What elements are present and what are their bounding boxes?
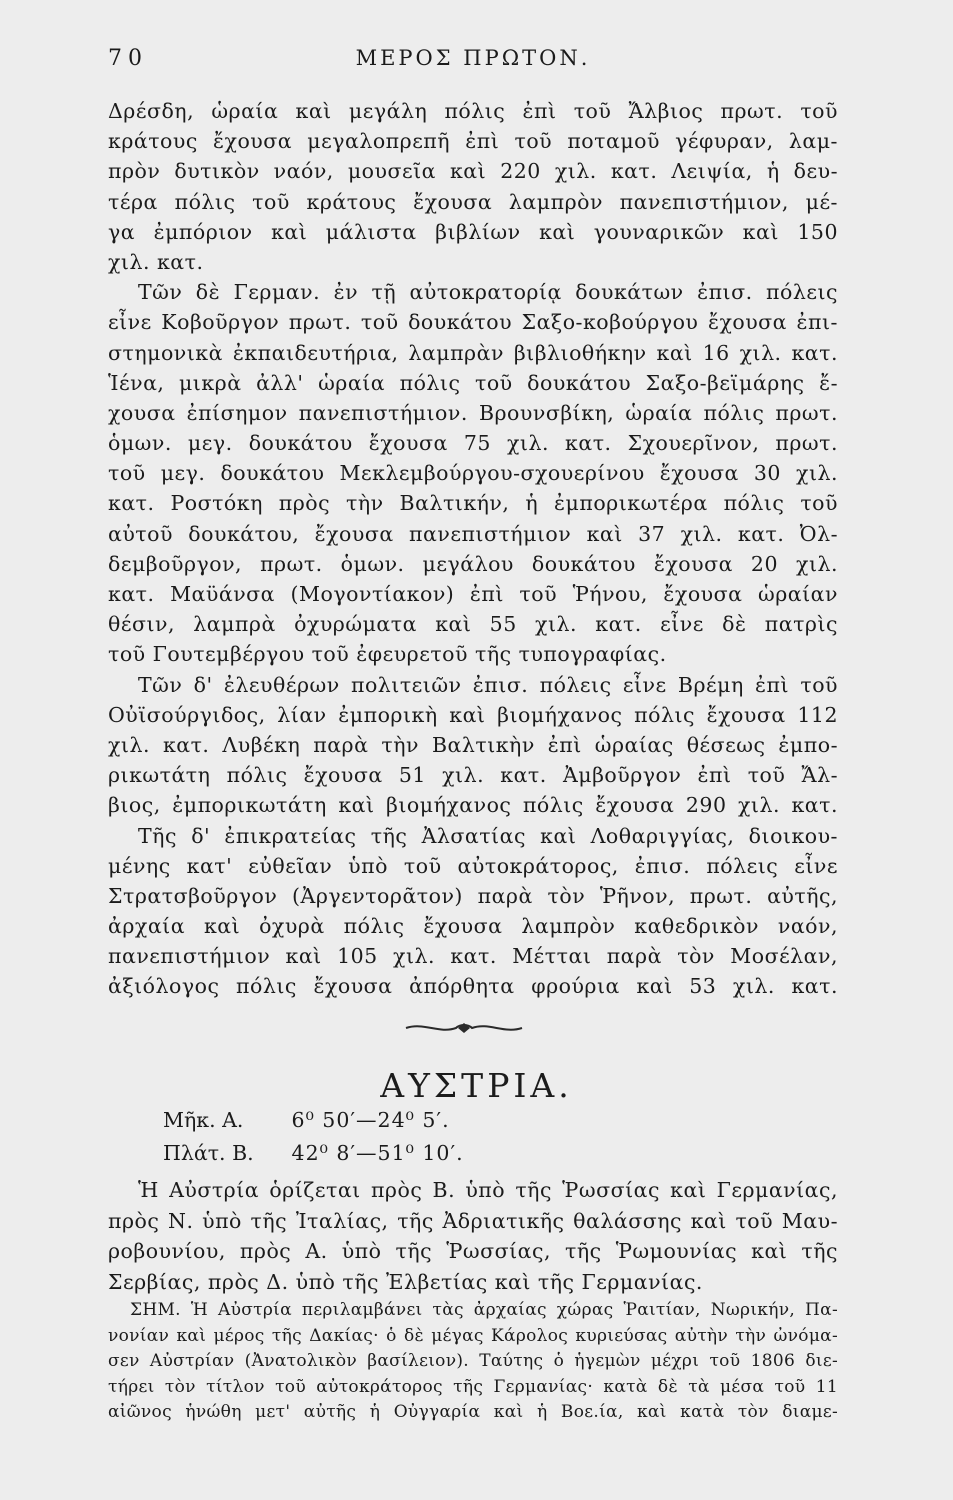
text-line: χιλ. κατ. bbox=[108, 249, 204, 274]
text-line: Τῶν δ' ἐλευθέρων πολιτειῶν ἐπισ. πόλεις εἶνε Βρέμη ἐπὶ τοῦ bbox=[138, 672, 838, 697]
text-line: κράτους ἔχουσα μεγαλοπρεπῆ ἐπὶ τοῦ ποταμοῦ γέφυραν, λαμ- bbox=[108, 129, 838, 154]
coordinates-block bbox=[163, 1104, 663, 1170]
longitude-row bbox=[163, 1104, 663, 1137]
text-line: Στρατσβοῦργον (Ἀργεντορᾶτον) παρὰ τὸν Ῥῆνον, πρωτ. αὐτῆς, bbox=[108, 883, 838, 908]
text-line: χιλ. κατ. Λυβέκη παρὰ τὴν Βαλτικὴν ἐπὶ ὡραίας θέσεως ἐμπο- bbox=[108, 732, 838, 757]
text-line: τοῦ Γουτεμβέργου τοῦ ἐφευρετοῦ τῆς τυπογραφίας. bbox=[108, 642, 667, 667]
text-line: τοῦ μεγ. δουκάτου Μεκλεμβούργου-σχουερίνου ἔχουσα 30 χιλ. bbox=[108, 461, 838, 486]
note-line: νονίαν καὶ μέρος τῆς Δακίας· ὁ δὲ μέγας Κάρολος κυριεύσας αὐτὴν τὴν ὠνόμα- bbox=[108, 1325, 838, 1346]
text-line: Τῶν δὲ Γερμαν. ἐν τῇ αὐτοκρατορίᾳ δουκάτων ἐπισ. πόλεις bbox=[138, 280, 838, 305]
latitude-row bbox=[163, 1137, 663, 1170]
text-line: ἀρχαία καὶ ὀχυρὰ πόλις ἔχουσα λαμπρὸν καθεδρικὸν ναόν, bbox=[108, 914, 838, 939]
running-title: ΜΕΡΟΣ ΠΡΩΤΟΝ. bbox=[355, 46, 591, 70]
text-line: ἀξιόλογος πόλις ἔχουσα ἀπόρθητα φρούρια καὶ 53 χιλ. κατ. bbox=[108, 974, 838, 999]
text-line: κατ. Μαϋάνσα (Μογοντίακον) ἐπὶ τοῦ Ῥήνου, ἔχουσα ὡραίαν bbox=[108, 582, 838, 606]
text-line: τέρα πόλις τοῦ κράτους ἔχουσα λαμπρὸν πανεπιστήμιον, μέ- bbox=[108, 189, 838, 214]
note-line: αἰῶνος ἡνώθη μετ' αὐτῆς ἡ Οὐγγαρία καὶ ἡ Βοε.ία, καὶ κατὰ τὸν διαμε- bbox=[108, 1402, 838, 1423]
text-line: Ἱένα, μικρὰ ἀλλ' ὡραία πόλις τοῦ δουκάτου Σαξο-βεϊμάρης ἔ- bbox=[108, 370, 838, 395]
text-line: ρικωτάτη πόλις ἔχουσα 51 χιλ. κατ. Ἀμβοῦργον ἐπὶ τοῦ Ἄλ- bbox=[108, 763, 838, 788]
longitude-label: Μῆκ. Α. bbox=[163, 1108, 244, 1132]
latitude-value: 42⁰ 8′—51⁰ 10′. bbox=[291, 1141, 464, 1165]
text-line: γα ἐμπόριον καὶ μάλιστα βιβλίων καὶ γουναρικῶν καὶ 150 bbox=[108, 219, 838, 244]
text-line: Οὐϊσούργιδος, λίαν ἐμπορικὴ καὶ βιομήχανος πόλις ἔχουσα 112 bbox=[108, 702, 838, 727]
text-line: Σερβίας, πρὸς Δ. ὑπὸ τῆς Ἐλβετίας καὶ τῆς Γερμανίας. bbox=[108, 1269, 703, 1294]
text-line: θέσιν, λαμπρὰ ὀχυρώματα καὶ 55 χιλ. κατ. εἶνε δὲ πατρὶς bbox=[108, 612, 838, 637]
text-line: πρὸς Ν. ὑπὸ τῆς Ἰταλίας, τῆς Ἀδριατικῆς θαλάσσης καὶ τοῦ Μαυ- bbox=[108, 1208, 838, 1233]
germany-cities-text bbox=[108, 96, 838, 1002]
text-line: πανεπιστήμιον καὶ 105 χιλ. κατ. Μέτται παρὰ τὸν Μοσέλαν, bbox=[108, 944, 838, 969]
text-line: βιος, ἐμπορικωτάτη καὶ βιομήχανος πόλις ἔχουσα 290 χιλ. κατ. bbox=[108, 793, 838, 818]
text-line: αὐτοῦ δουκάτου, ἔχουσα πανεπιστήμιον καὶ 37 χιλ. κατ. Ὀλ- bbox=[108, 521, 838, 546]
section-title-austria: ΑΥΣΤΡΙΑ. bbox=[380, 1066, 573, 1105]
note-line: ΣΗΜ. Ἡ Αὐστρία περιλαμβάνει τὰς ἀρχαίας χώρας Ῥαιτίαν, Νωρικήν, Πα- bbox=[130, 1300, 838, 1320]
note-line: τήρει τὸν τίτλον τοῦ αὐτοκράτορος τῆς Γερμανίας· κατὰ δὲ τὰ μέσα τοῦ 11 bbox=[108, 1376, 838, 1397]
longitude-value: 6⁰ 50′—24⁰ 5′. bbox=[291, 1108, 450, 1132]
text-line: δεμβοῦργον, πρωτ. ὁμων. μεγάλου δουκάτου ἔχουσα 20 χιλ. bbox=[108, 551, 838, 576]
text-line: χουσα ἐπίσημον πανεπιστήμιον. Βρουνσβίκη, ὡραία πόλις πρωτ. bbox=[108, 400, 838, 425]
text-line: εἶνε Κοβοῦργον πρωτ. τοῦ δουκάτου Σαξο-κοβούργου ἔχουσα ἐπι- bbox=[108, 310, 838, 335]
text-line: μένης κατ' εὐθεῖαν ὑπὸ τοῦ αὐτοκράτορος, ἐπισ. πόλεις εἶνε bbox=[108, 853, 838, 878]
text-line: κατ. Ροστόκη πρὸς τὴν Βαλτικήν, ἡ ἐμπορικωτέρα πόλις τοῦ bbox=[108, 491, 838, 516]
note-line: σεν Αὐστρίαν (Ἀνατολικὸν βασίλειον). Ταύτης ὁ ἡγεμὼν μέχρι τοῦ 1806 διε- bbox=[108, 1351, 838, 1372]
text-line: Δρέσδη, ὡραία καὶ μεγάλη πόλις ἐπὶ τοῦ Ἄλβιος πρωτ. τοῦ bbox=[108, 99, 838, 123]
page-header bbox=[108, 46, 838, 76]
text-line: ροβουνίου, πρὸς Α. ὑπὸ τῆς Ῥωσσίας, τῆς Ῥωμουνίας καὶ τῆς bbox=[108, 1239, 838, 1263]
austria-borders-text bbox=[108, 1175, 838, 1297]
latitude-label: Πλάτ. Β. bbox=[163, 1141, 254, 1165]
page-number: 70 bbox=[108, 46, 148, 71]
text-line: ὁμων. μεγ. δουκάτου ἔχουσα 75 χιλ. κατ. Σχουερῖνον, πρωτ. bbox=[108, 431, 838, 456]
text-line: Τῆς δ' ἐπικρατείας τῆς Ἀλσατίας καὶ Λοθαριγγίας, διοικου- bbox=[138, 823, 838, 848]
footnote-block bbox=[108, 1298, 838, 1426]
section-ornament bbox=[404, 1020, 524, 1036]
text-line: πρὸν δυτικὸν ναόν, μουσεῖα καὶ 220 χιλ. κατ. Λειψία, ἡ δευ- bbox=[108, 159, 838, 184]
text-line: στημονικὰ ἐκπαιδευτήρια, λαμπρὰν βιβλιοθήκην καὶ 16 χιλ. κατ. bbox=[108, 340, 838, 365]
text-line: Ἡ Αὐστρία ὁρίζεται πρὸς Β. ὑπὸ τῆς Ῥωσσίας καὶ Γερμανίας, bbox=[138, 1178, 838, 1202]
